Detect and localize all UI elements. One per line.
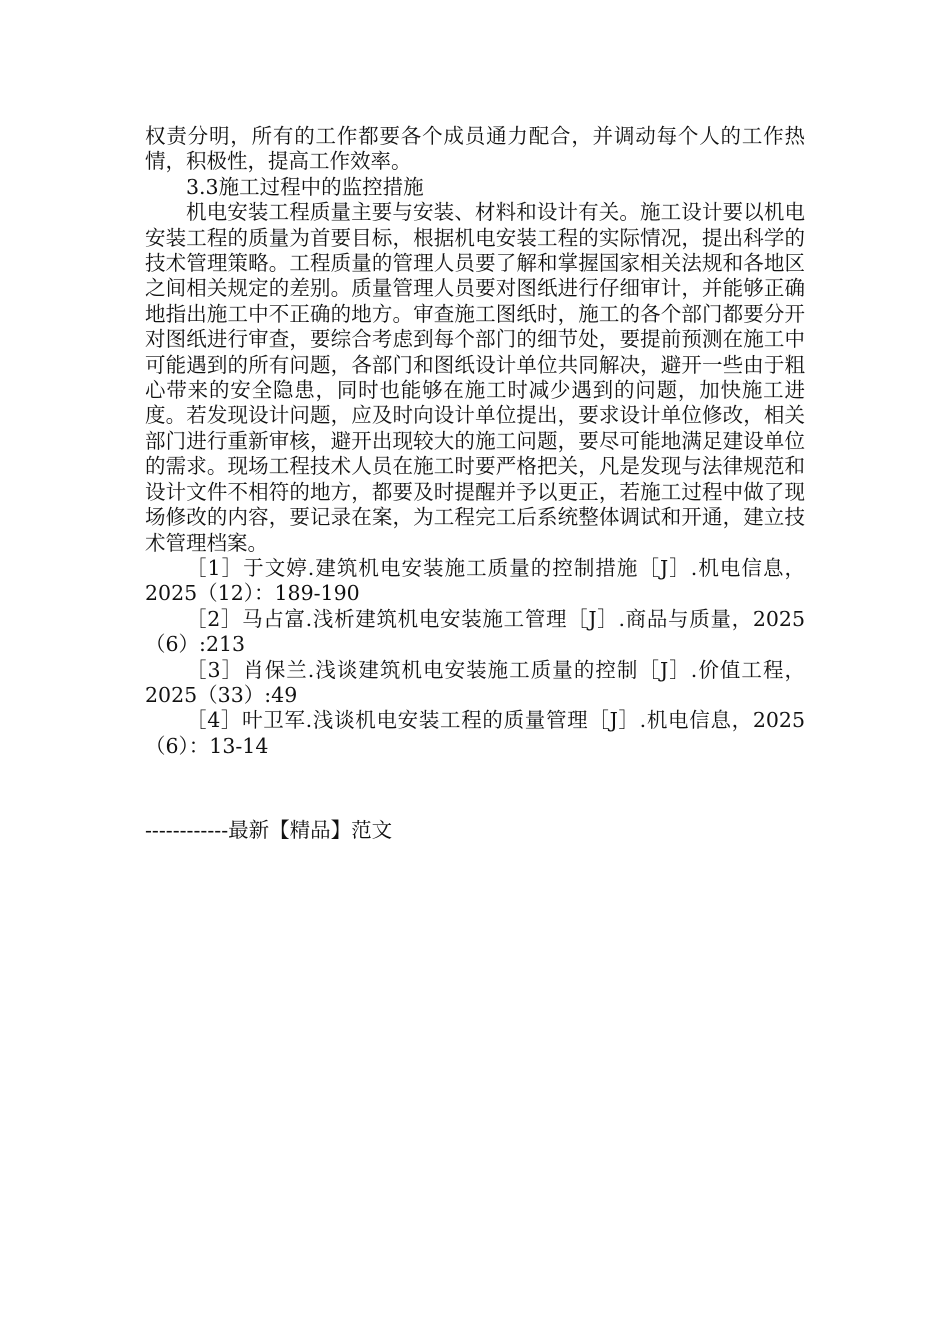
reference-3: ［3］肖保兰.浅谈建筑机电安装施工质量的控制［J］.价值工程，2025（33）:49 bbox=[145, 657, 805, 707]
reference-1: ［1］于文婷.建筑机电安装施工质量的控制措施［J］.机电信息，2025（12）：189-190 bbox=[145, 555, 805, 606]
reference-2: ［2］马占富.浅析建筑机电安装施工管理［J］.商品与质量，2025（6）:213 bbox=[145, 606, 805, 657]
footer-text: ------------最新【精品】范文 bbox=[145, 818, 393, 842]
section-heading: 3.3施工过程中的监控措施 bbox=[186, 174, 424, 199]
document-body bbox=[145, 124, 805, 759]
paragraph-body: 机电安装工程质量主要与安装、材料和设计有关。施工设计要以机电安装工程的质量为首要目标，根据机电安装工程的实际情况，提出科学的技术管理策略。工程质量的管理人员要了解和掌握国家相关法规和各地区之间相关规定的差别。质量管理人员要对图纸进行仔细审计，并能够正确地指出施工中不正确的地方。审查施工图纸时，施工的各个部门都要分开对图纸进行审查，要综合考虑到每个部门的细节处，要提前预测在施工中可能遇到的所有问题，各部门和图纸设计单位共同解决，避开一些由于粗心带来的安全隐患，同时也能够在施工时减少遇到的问题，加快施工进度。若发现设计问题，应及时向设计单位提出，要求设计单位修改，相关部门进行重新审核，避开出现较大的施工问题，要尽可能地满足建设单位的需求。现场工程技术人员在施工时要严格把关，凡是发现与法律规范和设计文件不相符的地方，都要及时提醒并予以更正，若施工过程中做了现场修改的内容，要记录在案，为工程完工后系统整体调试和开通，建立技术管理档案。 bbox=[145, 200, 805, 555]
paragraph-continuation: 权责分明，所有的工作都要各个成员通力配合，并调动每个人的工作热情，积极性，提高工作效率。 bbox=[145, 124, 805, 174]
reference-4: ［4］叶卫军.浅谈机电安装工程的质量管理［J］.机电信息，2025（6）：13-14 bbox=[145, 708, 805, 758]
